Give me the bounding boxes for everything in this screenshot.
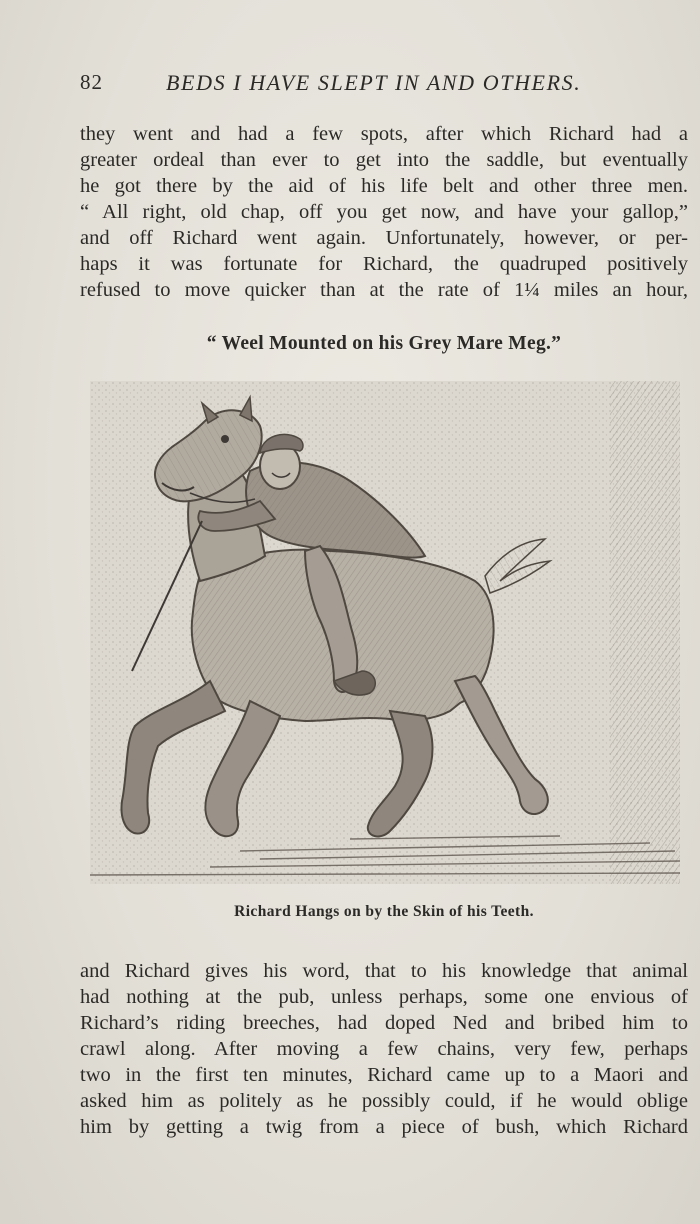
text-line: him by getting a twig from a piece of bush, which Richard [80,1116,688,1138]
text-line: and off Richard went again. Unfortunately, however, or per- [80,227,688,249]
text-line: had nothing at the pub, unless perhaps, some one envious of [80,986,688,1008]
book-title: BEDS I HAVE SLEPT IN AND OTHERS. [166,70,582,95]
text-line: refused to move quicker than at the rate of 1¼ miles an hour, [80,279,688,301]
running-head [80,68,620,100]
text-line: and Richard gives his word, that to his knowledge that animal [80,960,688,982]
illustration-rider-on-horse [90,381,680,884]
horse-eye [221,435,229,443]
text-line: asked him as politely as he possibly could, if he would oblige [80,1090,688,1112]
text-line: crawl along. After moving a few chains, very few, perhaps [80,1038,688,1060]
figure-title: “ Weel Mounted on his Grey Mare Meg.” [206,333,562,354]
text-line: they went and had a few spots, after which Richard had a [80,123,688,145]
figure-caption: Richard Hangs on by the Skin of his Teeth. [234,903,534,920]
paragraph-top [80,121,688,303]
page-number: 82 [80,70,103,94]
paragraph-bottom [80,958,688,1140]
text-line: two in the first ten minutes, Richard came up to a Maori and [80,1064,688,1086]
text-line: Richard’s riding breeches, had doped Ned and bribed him to [80,1012,688,1034]
text-line: greater ordeal than ever to get into the saddle, but eventually [80,149,688,171]
illustration-right-shading [610,381,680,884]
text-line: “ All right, old chap, off you get now, and have your gallop,” [80,201,688,223]
text-line: haps it was fortunate for Richard, the quadruped positively [80,253,688,275]
text-line: he got there by the aid of his life belt and other three men. [80,175,688,197]
